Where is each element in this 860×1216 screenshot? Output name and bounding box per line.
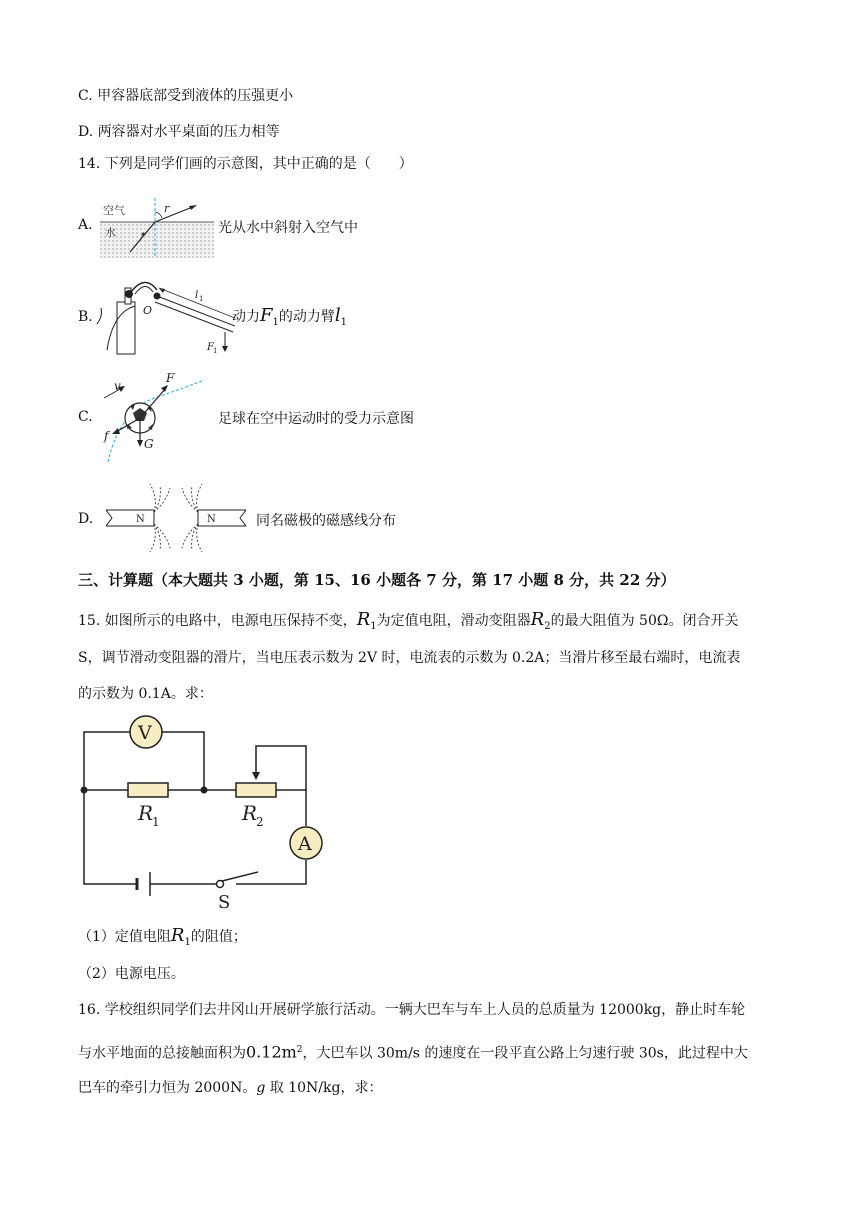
- question-14-stem: 14. 下列是同学们画的示意图，其中正确的是（ ）: [78, 156, 413, 172]
- svg-text:1: 1: [199, 295, 204, 303]
- option-b-label: B.: [78, 309, 93, 325]
- F-label: F: [166, 371, 175, 385]
- svg-text:1: 1: [213, 347, 218, 355]
- r1-label: R: [138, 801, 154, 825]
- refracted-ray: [155, 206, 195, 222]
- question-15-sub-2: （2）电源电压。: [78, 966, 185, 982]
- option-c-text: C. 甲容器底部受到液体的压强更小: [78, 88, 294, 104]
- option-a-caption: 光从水中斜射入空气中: [218, 220, 358, 236]
- force-label: F: [207, 342, 214, 353]
- water-label: 水: [105, 226, 116, 239]
- air-label: 空气: [103, 204, 125, 217]
- option-a-label: A.: [78, 217, 93, 233]
- svg-text:2: 2: [256, 815, 264, 829]
- question-16-line-3: 巴车的牵引力恒为 2000N。g 取 10N/kg，求：: [78, 1080, 383, 1096]
- resistor-r1: [128, 783, 168, 797]
- magnet-field-diagram: [106, 482, 246, 554]
- question-15-line-2: S，调节滑动变阻器的滑片，当电压表示数为 2V 时，电流表的示数为 0.2A；当滑片移至最右端时，电流表: [78, 650, 741, 666]
- rheostat-r2: [236, 783, 276, 797]
- water-region: [100, 222, 214, 258]
- question-16-line-1: 16. 学校组织同学们去井冈山开展研学旅行活动。一辆大巴车与车上人员的总质量为 12000kg，静止时车轮: [78, 1002, 746, 1018]
- r2-label: R: [242, 801, 258, 825]
- section-3-heading: 三、计算题（本大题共 3 小题，第 15、16 小题各 7 分，第 17 小题 8 分，共 22 分）: [78, 571, 676, 589]
- field-lines: [150, 484, 202, 552]
- option-b-caption: 动力$F_1$的动力臂$l_1$: [232, 305, 348, 328]
- question-15-sub-1: （1）定值电阻$R_1$的阻值；: [78, 925, 247, 948]
- lever-diagram: [95, 272, 235, 356]
- option-c-label: C.: [78, 409, 93, 425]
- pivot-label: O: [143, 304, 153, 317]
- option-c-caption: 足球在空中运动时的受力示意图: [218, 411, 414, 427]
- trajectory-line: [108, 380, 204, 462]
- ammeter-label: A: [298, 833, 312, 855]
- option-d-caption: 同名磁极的磁感线分布: [256, 513, 396, 529]
- question-15-line-1: 15. 如图所示的电路中，电源电压保持不变，$R_1$为定值电阻，滑动变阻器$R_2$的最大阻值为 50Ω。闭合开关: [78, 609, 739, 632]
- question-15-line-3: 的示数为 0.1A。求：: [78, 686, 213, 702]
- svg-text:N: N: [207, 514, 216, 525]
- G-label: G: [144, 437, 154, 451]
- magnet-left: [106, 510, 154, 526]
- question-16-line-2: 与水平地面的总接触面积为$0.12m^2$，大巴车以 30m/s 的速度在一段平直公路上匀速行驶 30s，此过程中大: [78, 1042, 748, 1062]
- switch-label: S: [218, 892, 231, 913]
- angle-r-label: r: [164, 202, 170, 215]
- football-force-diagram: [100, 368, 210, 464]
- magnet-right: [198, 510, 246, 526]
- option-d-text: D. 两容器对水平桌面的压力相等: [78, 124, 280, 140]
- arm-label: l: [195, 290, 199, 301]
- option-d-label: D.: [78, 511, 94, 527]
- switch-contact: [217, 881, 224, 888]
- f-label: f: [104, 429, 109, 443]
- circuit-diagram: [70, 710, 330, 916]
- svg-text:1: 1: [152, 815, 160, 829]
- refraction-diagram: [100, 196, 220, 260]
- voltmeter-label: V: [138, 722, 152, 744]
- v-label: v: [114, 379, 121, 393]
- svg-text:N: N: [136, 514, 145, 525]
